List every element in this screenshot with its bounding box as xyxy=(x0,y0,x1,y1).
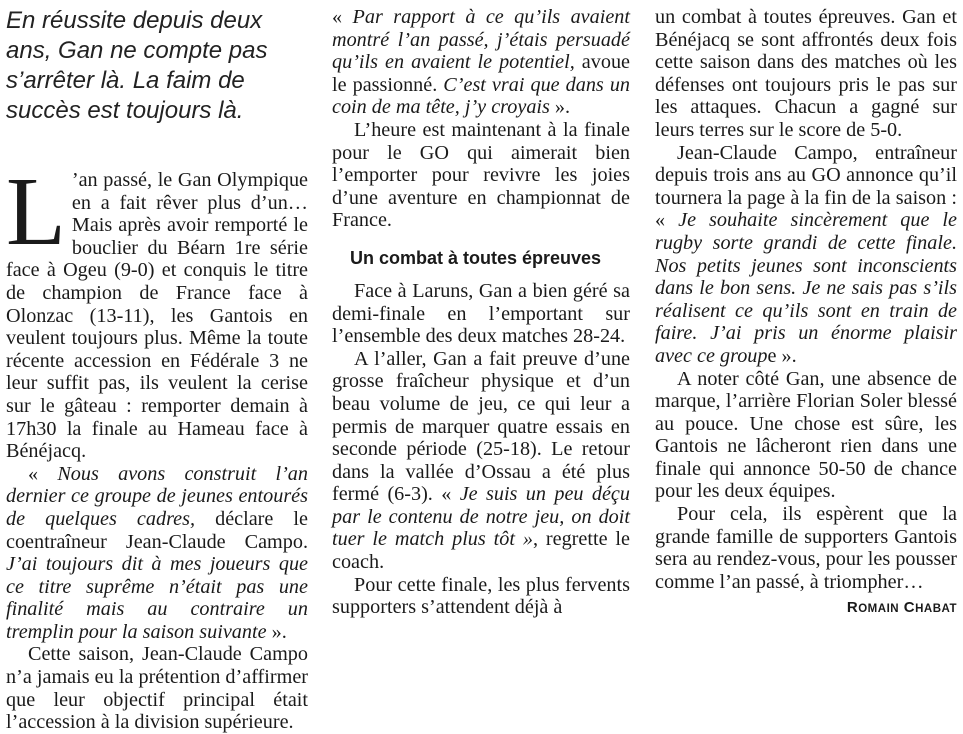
quote: Je souhaite sincèrement que le rugby sorte grandi de cette finale. Nos petits jeunes sont inconscients dans le bon sens. Je ne sais pas s’ils réalisent ce qu’ils sont en train de faire. J’ai pris un énorme plaisir avec ce group xyxy=(655,209,957,367)
quote: Je suis un peu déçu par le contenu de notre jeu, on doit tuer le match plus tôt » xyxy=(332,483,630,551)
quote: Nous avons construit l’an dernier ce groupe de jeunes entourés de quelques cadres, xyxy=(6,462,308,530)
paragraph-1: L ’an passé, le Gan Olympique en a fait rêver plus d’un… Mais après avoir remporté le bouclier du Béarn 1re série face à Ogeu (9-0) et conquis le titre de champion de France face à Olonzac (13-11), les Gantois en veulent toujours plus. Même la toute récente accession en Fédérale 3 ne leur suffit pas, ils veulent la cerise sur le gâteau : remporter demain à 17h30 la finale au Hameau face à Bénéjacq. xyxy=(6,158,308,463)
paragraph-2: « Nous avons construit l’an dernier ce groupe de jeunes entourés de quelques cadres, déclare le coentraîneur Jean-Claude Campo. J’ai toujours dit à mes joueurs que ce titre suprême n’était pas une finalité mais au contraire un tremplin pour la saison suivante ». xyxy=(6,462,308,643)
quote: C’est vrai que dans un coin de ma tête, j’y croyais xyxy=(332,73,631,119)
paragraph-3: Cette saison, Jean-Claude Campo n’a jamais eu la prétention d’affirmer que leur objectif principal était l’accession à la division supérieure. xyxy=(6,643,308,734)
paragraph-10: Pour cela, ils espèrent que la grande famille de supporters Gantois sera au rendez-vous, pour les pousser comme l’an passé, à triompher… xyxy=(655,503,957,593)
paragraph-5: Face à Laruns, Gan a bien géré sa demi-finale en l’emportant sur l’ensemble des deux matches 28-24. xyxy=(332,279,630,348)
column-3 xyxy=(655,6,957,621)
paragraph-7: Pour cette finale, les plus fervents supporters s’attendent déjà à xyxy=(332,573,630,619)
paragraph-4: L’heure est maintenant à la finale pour le GO qui aimerait bien l’emporter pour revivre les joies d’une aventure en championnat de France. xyxy=(332,118,630,232)
column-1 xyxy=(6,6,308,734)
quote: Par rapport à ce qu’ils avaient montré l’an passé, j’étais persuadé qu’ils en avaient le potentiel, xyxy=(332,6,630,74)
quote: J’ai toujours dit à mes joueurs que ce titre suprême n’était pas une finalité mais au contraire un tremplin pour la saison suivante xyxy=(6,553,308,643)
column-2 xyxy=(332,6,630,619)
lead-paragraph: En réussite depuis deux ans, Gan ne compte pas s’arrêter là. La faim de succès est toujours là. xyxy=(6,7,268,124)
paragraph-6: A l’aller, Gan a fait preuve d’une grosse fraîcheur physique et d’un beau volume de jeu, ce qui leur a permis de marquer quatre essais en seconde période (25-18). Le retour dans la vallée d’Ossau a été plus fermé (6-3). « Je suis un peu déçu par le contenu de notre jeu, on doit tuer le match plus tôt », regrette le coach. xyxy=(332,347,630,574)
author-byline: ROMAIN CHABAT xyxy=(846,599,957,617)
paragraph-3-cont: « Par rapport à ce qu’ils avaient montré l’an passé, j’étais persuadé qu’ils en avaient le potentiel, avoue le passionné. C’est vrai que dans un coin de ma tête, j’y croyais ». xyxy=(332,6,631,119)
paragraph-8: Jean-Claude Campo, entraîneur depuis trois ans au GO annonce qu’il tournera la page à la fin de la saison : « Je souhaite sincèrement que le rugby sorte grandi de cette finale. Nos petits jeunes sont inconscients dans le bon sens. Je ne sais pas s’ils réalisent ce qu’ils sont en train de faire. J’ai pris un énorme plaisir avec ce groupe ». xyxy=(655,141,957,367)
subheading: Un combat à toutes épreuves xyxy=(350,247,602,268)
paragraph-7-cont: un combat à toutes épreuves. Gan et Bénéjacq se sont affrontés deux fois cette saison dans des matches où les défenses ont toujours pris le pas sur les attaques. Chacun a gagné sur leurs terres sur le score de 5-0. xyxy=(655,6,957,141)
paragraph-9: A noter côté Gan, une absence de marque, l’arrière Florian Soler blessé au pouce. Une chose est sûre, les Gantois ne lâcheront rien dans une finale qui annonce 50-50 de chance pour les deux équipes. xyxy=(655,367,957,503)
drop-cap: L xyxy=(6,158,66,266)
